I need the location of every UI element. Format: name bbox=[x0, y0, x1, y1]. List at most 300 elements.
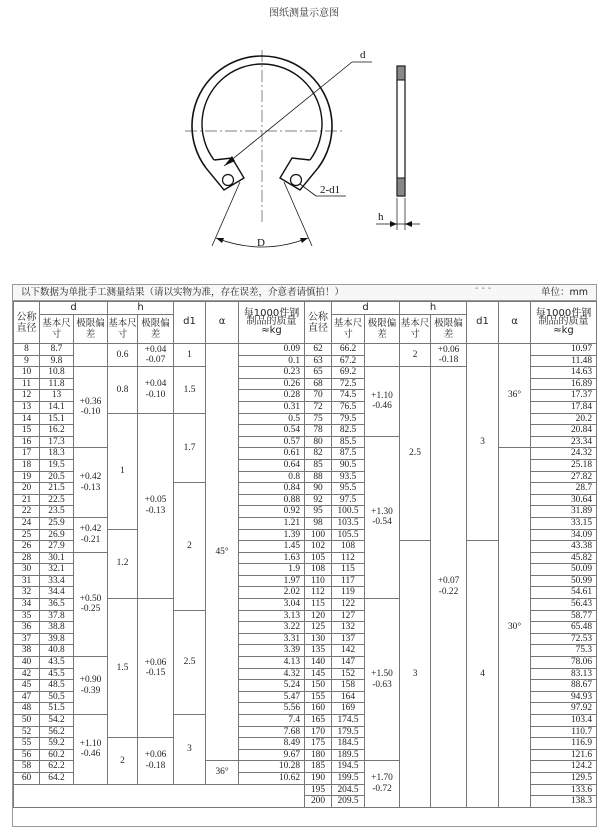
right-d-basic-cell: 74.5 bbox=[332, 390, 365, 402]
left-nominal-cell: 9 bbox=[14, 355, 40, 367]
right-d-basic-cell: 169 bbox=[332, 703, 365, 715]
left-nominal-cell: 24 bbox=[14, 517, 40, 529]
right-nominal-cell: 175 bbox=[305, 738, 332, 750]
right-nominal-cell: 65 bbox=[305, 367, 332, 379]
left-weight-cell: 0.54 bbox=[239, 425, 305, 437]
left-d-basic-cell: 18.3 bbox=[40, 448, 74, 460]
right-nominal-cell: 110 bbox=[305, 575, 332, 587]
left-h-limit-cell: +0.04 -0.07 bbox=[138, 344, 174, 367]
label-2-d1: 2-d1 bbox=[320, 184, 341, 196]
left-d-basic-cell: 40.8 bbox=[40, 645, 74, 657]
left-d-basic-cell: 11.8 bbox=[40, 378, 74, 390]
right-weight-cell: 78.06 bbox=[531, 657, 597, 669]
right-header-d-limit: 极限偏差 bbox=[365, 315, 400, 344]
left-header-weight: 每1000件钢制品的质量≈kg bbox=[239, 302, 305, 344]
left-weight-cell: 9.67 bbox=[239, 749, 305, 761]
left-d1-cell: 1.7 bbox=[174, 413, 206, 483]
left-nominal-cell: 13 bbox=[14, 401, 40, 413]
right-weight-cell: 16.89 bbox=[531, 378, 597, 390]
left-d-basic-cell: 9.8 bbox=[40, 355, 74, 367]
right-nominal-cell: 165 bbox=[305, 715, 332, 727]
left-weight-cell: 3.22 bbox=[239, 622, 305, 634]
right-d-basic-cell: 82.5 bbox=[332, 425, 365, 437]
left-d-basic-cell: 34.4 bbox=[40, 587, 74, 599]
right-weight-cell: 20.2 bbox=[531, 413, 597, 425]
right-nominal-cell: 145 bbox=[305, 668, 332, 680]
left-d-basic-cell: 50.5 bbox=[40, 691, 74, 703]
left-nominal-cell: 60 bbox=[14, 772, 40, 784]
right-d-limit-cell: +1.30 -0.54 bbox=[365, 436, 400, 598]
right-alpha-cell: 36° bbox=[499, 344, 531, 448]
left-weight-cell: 1.9 bbox=[239, 564, 305, 576]
left-nominal-cell: 11 bbox=[14, 378, 40, 390]
table-row bbox=[14, 448, 597, 460]
right-header-nominal: 公称直径 bbox=[305, 302, 332, 344]
left-weight-cell: 0.26 bbox=[239, 378, 305, 390]
right-d-basic-cell: 152 bbox=[332, 668, 365, 680]
table-row bbox=[14, 344, 597, 356]
left-nominal-cell: 28 bbox=[14, 552, 40, 564]
right-d1-cell: 3 bbox=[467, 344, 499, 541]
right-weight-cell: 17.37 bbox=[531, 390, 597, 402]
right-nominal-cell: 195 bbox=[305, 784, 332, 796]
left-header-d1: d1 bbox=[174, 302, 206, 344]
left-weight-cell: 1.39 bbox=[239, 529, 305, 541]
right-nominal-cell: 185 bbox=[305, 761, 332, 773]
right-nominal-cell: 170 bbox=[305, 726, 332, 738]
right-weight-cell: 27.82 bbox=[531, 471, 597, 483]
right-d-basic-cell: 142 bbox=[332, 645, 365, 657]
right-nominal-cell: 75 bbox=[305, 413, 332, 425]
right-d-basic-cell: 119 bbox=[332, 587, 365, 599]
right-d-basic-cell: 93.5 bbox=[332, 471, 365, 483]
right-d-limit-cell: +1.10 -0.46 bbox=[365, 367, 400, 437]
left-alpha-cell: 45° bbox=[206, 344, 239, 761]
left-nominal-cell: 22 bbox=[14, 506, 40, 518]
left-d-basic-cell: 21.5 bbox=[40, 483, 74, 495]
right-nominal-cell: 62 bbox=[305, 344, 332, 356]
left-nominal-cell: 50 bbox=[14, 715, 40, 727]
right-d-basic-cell: 204.5 bbox=[332, 784, 365, 796]
left-d1-cell: 3 bbox=[174, 715, 206, 785]
right-nominal-cell: 120 bbox=[305, 610, 332, 622]
right-d-basic-cell: 90.5 bbox=[332, 459, 365, 471]
left-h-basic-cell: 1 bbox=[108, 413, 138, 529]
left-d-limit-cell: +0.42 -0.13 bbox=[74, 448, 108, 518]
right-weight-cell: 72.53 bbox=[531, 633, 597, 645]
left-d1-cell: 2.5 bbox=[174, 610, 206, 714]
right-weight-cell: 110.7 bbox=[531, 726, 597, 738]
left-nominal-cell: 30 bbox=[14, 564, 40, 576]
right-weight-cell: 138.3 bbox=[531, 796, 597, 808]
right-d-basic-cell: 189.5 bbox=[332, 749, 365, 761]
right-weight-cell: 124.2 bbox=[531, 761, 597, 773]
right-d-basic-cell: 72.5 bbox=[332, 378, 365, 390]
left-nominal-cell: 21 bbox=[14, 494, 40, 506]
right-weight-cell: 14.63 bbox=[531, 367, 597, 379]
right-d-basic-cell: 164 bbox=[332, 691, 365, 703]
left-d-limit-cell: +0.90 -0.39 bbox=[74, 657, 108, 715]
right-header-d-basic: 基本尺寸 bbox=[332, 315, 365, 344]
right-weight-cell: 83.13 bbox=[531, 668, 597, 680]
left-weight-cell: 0.31 bbox=[239, 401, 305, 413]
left-d-basic-cell: 33.4 bbox=[40, 575, 74, 587]
left-header-h-basic: 基本尺寸 bbox=[108, 315, 138, 344]
right-h-basic-cell: 3 bbox=[400, 541, 431, 808]
left-h-basic-cell: 2 bbox=[108, 738, 138, 784]
right-nominal-cell: 190 bbox=[305, 772, 332, 784]
right-d-basic-cell: 87.5 bbox=[332, 448, 365, 460]
left-d-basic-cell: 62.2 bbox=[40, 761, 74, 773]
right-weight-cell: 65.48 bbox=[531, 622, 597, 634]
left-d-basic-cell: 23.5 bbox=[40, 506, 74, 518]
right-d-basic-cell: 105.5 bbox=[332, 529, 365, 541]
right-nominal-cell: 125 bbox=[305, 622, 332, 634]
right-d-basic-cell: 76.5 bbox=[332, 401, 365, 413]
right-d-basic-cell: 95.5 bbox=[332, 483, 365, 495]
left-d-basic-cell: 60.2 bbox=[40, 749, 74, 761]
left-nominal-cell: 20 bbox=[14, 483, 40, 495]
right-nominal-cell: 98 bbox=[305, 517, 332, 529]
left-d-basic-cell: 15.1 bbox=[40, 413, 74, 425]
right-weight-cell: 31.89 bbox=[531, 506, 597, 518]
right-d-basic-cell: 127 bbox=[332, 610, 365, 622]
left-weight-cell: 10.28 bbox=[239, 761, 305, 773]
right-nominal-cell: 105 bbox=[305, 552, 332, 564]
left-d-limit-cell: +1.10 -0.46 bbox=[74, 715, 108, 785]
left-weight-cell: 3.13 bbox=[239, 610, 305, 622]
left-d-basic-cell: 48.5 bbox=[40, 680, 74, 692]
left-d-basic-cell: 8.7 bbox=[40, 344, 74, 356]
right-nominal-cell: 80 bbox=[305, 436, 332, 448]
right-header-weight: 每1000件钢制品的质量≈kg bbox=[531, 302, 597, 344]
left-weight-cell: 0.09 bbox=[239, 344, 305, 356]
right-weight-cell: 129.5 bbox=[531, 772, 597, 784]
left-d-basic-cell: 22.5 bbox=[40, 494, 74, 506]
left-h-basic-cell: 1.2 bbox=[108, 529, 138, 599]
right-nominal-cell: 90 bbox=[305, 483, 332, 495]
left-d-basic-cell: 54.2 bbox=[40, 715, 74, 727]
right-header-d: d bbox=[332, 302, 400, 315]
right-weight-cell: 20.84 bbox=[531, 425, 597, 437]
right-nominal-cell: 102 bbox=[305, 541, 332, 553]
header-row-1 bbox=[14, 302, 597, 315]
right-nominal-cell: 115 bbox=[305, 599, 332, 611]
left-weight-cell: 7.4 bbox=[239, 715, 305, 727]
right-nominal-cell: 150 bbox=[305, 680, 332, 692]
left-weight-cell: 3.31 bbox=[239, 633, 305, 645]
left-weight-cell: 0.57 bbox=[239, 436, 305, 448]
left-d-basic-cell: 39.8 bbox=[40, 633, 74, 645]
left-h-basic-cell: 0.6 bbox=[108, 344, 138, 367]
right-d-basic-cell: 174.5 bbox=[332, 715, 365, 727]
right-weight-cell: 34.09 bbox=[531, 529, 597, 541]
left-nominal-cell: 52 bbox=[14, 726, 40, 738]
right-d-basic-cell: 79.5 bbox=[332, 413, 365, 425]
left-nominal-cell: 36 bbox=[14, 622, 40, 634]
left-d-basic-cell: 30.1 bbox=[40, 552, 74, 564]
right-nominal-cell: 82 bbox=[305, 448, 332, 460]
left-d-basic-cell: 64.2 bbox=[40, 772, 74, 784]
left-weight-cell: 3.39 bbox=[239, 645, 305, 657]
left-nominal-cell: 48 bbox=[14, 703, 40, 715]
right-weight-cell: 75.3 bbox=[531, 645, 597, 657]
left-h-limit-cell: +0.06 -0.15 bbox=[138, 599, 174, 738]
left-d1-cell: 2 bbox=[174, 483, 206, 611]
left-nominal-cell: 18 bbox=[14, 459, 40, 471]
left-nominal-cell: 38 bbox=[14, 645, 40, 657]
unit-label: 单位：mm bbox=[540, 287, 588, 298]
right-weight-cell: 54.61 bbox=[531, 587, 597, 599]
left-d-basic-cell: 19.5 bbox=[40, 459, 74, 471]
left-header-h-limit: 极限偏差 bbox=[138, 315, 174, 344]
right-weight-cell: 11.48 bbox=[531, 355, 597, 367]
table-caption: 以下数据为单批手工测量结果（请以实物为准，存在误差，介意者请慎拍！） bbox=[21, 287, 345, 298]
right-weight-cell: 121.6 bbox=[531, 749, 597, 761]
right-header-h-basic: 基本尺寸 bbox=[400, 315, 431, 344]
left-d-basic-cell: 26.9 bbox=[40, 529, 74, 541]
left-d-basic-cell: 17.3 bbox=[40, 436, 74, 448]
left-weight-cell: 0.84 bbox=[239, 483, 305, 495]
right-nominal-cell: 68 bbox=[305, 378, 332, 390]
left-nominal-cell: 37 bbox=[14, 633, 40, 645]
left-h-limit-cell: +0.06 -0.18 bbox=[138, 738, 174, 784]
right-weight-cell: 133.6 bbox=[531, 784, 597, 796]
right-weight-cell: 88.67 bbox=[531, 680, 597, 692]
right-nominal-cell: 72 bbox=[305, 401, 332, 413]
left-weight-cell: 1.21 bbox=[239, 517, 305, 529]
stray-mark: - - - bbox=[475, 283, 492, 294]
left-weight-cell: 7.68 bbox=[239, 726, 305, 738]
left-nominal-cell: 14 bbox=[14, 413, 40, 425]
right-weight-cell: 94.93 bbox=[531, 691, 597, 703]
right-weight-cell: 45.82 bbox=[531, 552, 597, 564]
left-d-basic-cell: 32.1 bbox=[40, 564, 74, 576]
right-nominal-cell: 95 bbox=[305, 506, 332, 518]
left-h-basic-cell: 1.5 bbox=[108, 599, 138, 738]
right-d-limit-cell: +1.70 -0.72 bbox=[365, 761, 400, 807]
left-nominal-cell: 45 bbox=[14, 680, 40, 692]
left-nominal-cell: 58 bbox=[14, 761, 40, 773]
left-weight-cell: 0.5 bbox=[239, 413, 305, 425]
right-d-basic-cell: 97.5 bbox=[332, 494, 365, 506]
left-weight-cell: 8.49 bbox=[239, 738, 305, 750]
left-weight-cell: 0.88 bbox=[239, 494, 305, 506]
left-d-basic-cell: 59.2 bbox=[40, 738, 74, 750]
left-h-limit-cell: +0.05 -0.13 bbox=[138, 413, 174, 599]
right-header-h: h bbox=[400, 302, 467, 315]
left-weight-cell: 4.13 bbox=[239, 657, 305, 669]
left-d-basic-cell: 45.5 bbox=[40, 668, 74, 680]
left-d-basic-cell: 20.5 bbox=[40, 471, 74, 483]
right-nominal-cell: 100 bbox=[305, 529, 332, 541]
right-d-limit-cell bbox=[365, 344, 400, 367]
left-nominal-cell: 8 bbox=[14, 344, 40, 356]
right-weight-cell: 43.38 bbox=[531, 541, 597, 553]
left-weight-cell: 4.32 bbox=[239, 668, 305, 680]
left-nominal-cell: 31 bbox=[14, 575, 40, 587]
left-d-basic-cell: 51.5 bbox=[40, 703, 74, 715]
right-header-h-limit: 极限偏差 bbox=[431, 315, 467, 344]
left-d-limit-cell bbox=[74, 344, 108, 367]
right-weight-cell: 50.99 bbox=[531, 575, 597, 587]
right-h-basic-cell: 2 bbox=[400, 344, 431, 367]
right-d-basic-cell: 66.2 bbox=[332, 344, 365, 356]
right-d-basic-cell: 108 bbox=[332, 541, 365, 553]
left-d-basic-cell: 56.2 bbox=[40, 726, 74, 738]
right-weight-cell: 17.84 bbox=[531, 401, 597, 413]
left-nominal-cell: 16 bbox=[14, 436, 40, 448]
right-d-basic-cell: 69.2 bbox=[332, 367, 365, 379]
left-weight-cell: 0.61 bbox=[239, 448, 305, 460]
left-d-basic-cell: 36.5 bbox=[40, 599, 74, 611]
right-nominal-cell: 180 bbox=[305, 749, 332, 761]
left-header-nominal: 公称直径 bbox=[14, 302, 40, 344]
left-nominal-cell: 55 bbox=[14, 738, 40, 750]
page-title: 图纸测量示意图 bbox=[269, 8, 339, 19]
right-d-basic-cell: 103.5 bbox=[332, 517, 365, 529]
right-h-limit-cell: +0.06 -0.18 bbox=[431, 344, 467, 367]
right-d1-cell: 4 bbox=[467, 541, 499, 808]
left-nominal-cell: 12 bbox=[14, 390, 40, 402]
right-h-limit-cell: +0.07 -0.22 bbox=[431, 367, 467, 808]
right-d-basic-cell: 184.5 bbox=[332, 738, 365, 750]
left-d1-cell: 1.5 bbox=[174, 367, 206, 413]
right-weight-cell: 10.97 bbox=[531, 344, 597, 356]
right-d-basic-cell: 115 bbox=[332, 564, 365, 576]
right-nominal-cell: 88 bbox=[305, 471, 332, 483]
right-nominal-cell: 155 bbox=[305, 691, 332, 703]
left-d-basic-cell: 14.1 bbox=[40, 401, 74, 413]
right-nominal-cell: 112 bbox=[305, 587, 332, 599]
right-weight-cell: 33.15 bbox=[531, 517, 597, 529]
left-alpha-cell: 36° bbox=[206, 761, 239, 784]
left-weight-cell: 5.24 bbox=[239, 680, 305, 692]
left-nominal-cell: 10 bbox=[14, 367, 40, 379]
left-nominal-cell: 17 bbox=[14, 448, 40, 460]
right-nominal-cell: 78 bbox=[305, 425, 332, 437]
left-header-d-basic: 基本尺寸 bbox=[40, 315, 74, 344]
left-nominal-cell: 56 bbox=[14, 749, 40, 761]
left-nominal-cell: 42 bbox=[14, 668, 40, 680]
right-d-basic-cell: 122 bbox=[332, 599, 365, 611]
right-d-basic-cell: 132 bbox=[332, 622, 365, 634]
left-header-alpha: α bbox=[206, 302, 239, 344]
right-nominal-cell: 160 bbox=[305, 703, 332, 715]
left-weight-cell: 5.47 bbox=[239, 691, 305, 703]
right-header-alpha: α bbox=[499, 302, 531, 344]
right-weight-cell: 58.77 bbox=[531, 610, 597, 622]
right-d-basic-cell: 194.5 bbox=[332, 761, 365, 773]
right-d-basic-cell: 147 bbox=[332, 657, 365, 669]
left-header-d: d bbox=[40, 302, 108, 315]
left-d-basic-cell: 13 bbox=[40, 390, 74, 402]
left-weight-cell: 0.1 bbox=[239, 355, 305, 367]
right-nominal-cell: 135 bbox=[305, 645, 332, 657]
right-d-basic-cell: 67.2 bbox=[332, 355, 365, 367]
left-h-limit-cell: +0.04 -0.10 bbox=[138, 367, 174, 413]
right-nominal-cell: 92 bbox=[305, 494, 332, 506]
left-d-limit-cell: +0.42 -0.21 bbox=[74, 517, 108, 552]
right-nominal-cell: 63 bbox=[305, 355, 332, 367]
left-d-limit-cell: +0.50 -0.25 bbox=[74, 552, 108, 656]
left-d-basic-cell: 43.5 bbox=[40, 657, 74, 669]
right-weight-cell: 28.7 bbox=[531, 483, 597, 495]
right-weight-cell: 30.64 bbox=[531, 494, 597, 506]
spec-table-panel bbox=[12, 284, 597, 827]
right-nominal-cell: 108 bbox=[305, 564, 332, 576]
left-d-limit-cell: +0.36 -0.10 bbox=[74, 367, 108, 448]
right-d-basic-cell: 117 bbox=[332, 575, 365, 587]
left-nominal-cell: 47 bbox=[14, 691, 40, 703]
left-weight-cell: 5.56 bbox=[239, 703, 305, 715]
left-nominal-cell: 19 bbox=[14, 471, 40, 483]
right-weight-cell: 25.18 bbox=[531, 459, 597, 471]
left-d-basic-cell: 16.2 bbox=[40, 425, 74, 437]
right-nominal-cell: 140 bbox=[305, 657, 332, 669]
left-weight-cell: 0.8 bbox=[239, 471, 305, 483]
left-weight-cell: 1.63 bbox=[239, 552, 305, 564]
left-weight-cell: 0.23 bbox=[239, 367, 305, 379]
label-h: h bbox=[378, 211, 384, 223]
left-d-basic-cell: 38.8 bbox=[40, 622, 74, 634]
label-D: D bbox=[257, 237, 265, 249]
right-weight-cell: 116.9 bbox=[531, 738, 597, 750]
left-h-basic-cell: 0.8 bbox=[108, 367, 138, 413]
left-weight-cell: 0.92 bbox=[239, 506, 305, 518]
right-nominal-cell: 200 bbox=[305, 796, 332, 808]
right-d-basic-cell: 85.5 bbox=[332, 436, 365, 448]
right-d-basic-cell: 199.5 bbox=[332, 772, 365, 784]
right-weight-cell: 56.43 bbox=[531, 599, 597, 611]
right-d-basic-cell: 179.5 bbox=[332, 726, 365, 738]
left-weight-cell: 0.64 bbox=[239, 459, 305, 471]
left-nominal-cell: 25 bbox=[14, 529, 40, 541]
table-caption-bar bbox=[13, 285, 596, 301]
left-header-d-limit: 极限偏差 bbox=[74, 315, 108, 344]
right-weight-cell: 50.09 bbox=[531, 564, 597, 576]
right-alpha-cell: 30° bbox=[499, 448, 531, 807]
left-d1-cell: 1 bbox=[174, 344, 206, 367]
right-h-basic-cell: 2.5 bbox=[400, 367, 431, 541]
right-header-d1: d1 bbox=[467, 302, 499, 344]
right-weight-cell: 97.92 bbox=[531, 703, 597, 715]
left-d-basic-cell: 10.8 bbox=[40, 367, 74, 379]
left-d-basic-cell: 37.8 bbox=[40, 610, 74, 622]
left-nominal-cell: 35 bbox=[14, 610, 40, 622]
right-d-basic-cell: 112 bbox=[332, 552, 365, 564]
right-d-basic-cell: 209.5 bbox=[332, 796, 365, 808]
left-d-basic-cell: 25.9 bbox=[40, 517, 74, 529]
left-nominal-cell: 15 bbox=[14, 425, 40, 437]
left-nominal-cell: 40 bbox=[14, 657, 40, 669]
right-weight-cell: 24.32 bbox=[531, 448, 597, 460]
right-weight-cell: 103.4 bbox=[531, 715, 597, 727]
label-d: d bbox=[360, 49, 366, 61]
right-weight-cell: 23.34 bbox=[531, 436, 597, 448]
left-weight-cell: 0.28 bbox=[239, 390, 305, 402]
retaining-ring-drawing bbox=[0, 0, 608, 280]
left-weight-cell: 3.04 bbox=[239, 599, 305, 611]
left-weight-cell: 2.02 bbox=[239, 587, 305, 599]
right-d-limit-cell: +1.50 -0.63 bbox=[365, 599, 400, 761]
left-filler bbox=[14, 784, 305, 807]
left-nominal-cell: 32 bbox=[14, 587, 40, 599]
left-weight-cell: 10.62 bbox=[239, 772, 305, 784]
left-weight-cell: 1.97 bbox=[239, 575, 305, 587]
left-header-h: h bbox=[108, 302, 174, 315]
right-d-basic-cell: 158 bbox=[332, 680, 365, 692]
